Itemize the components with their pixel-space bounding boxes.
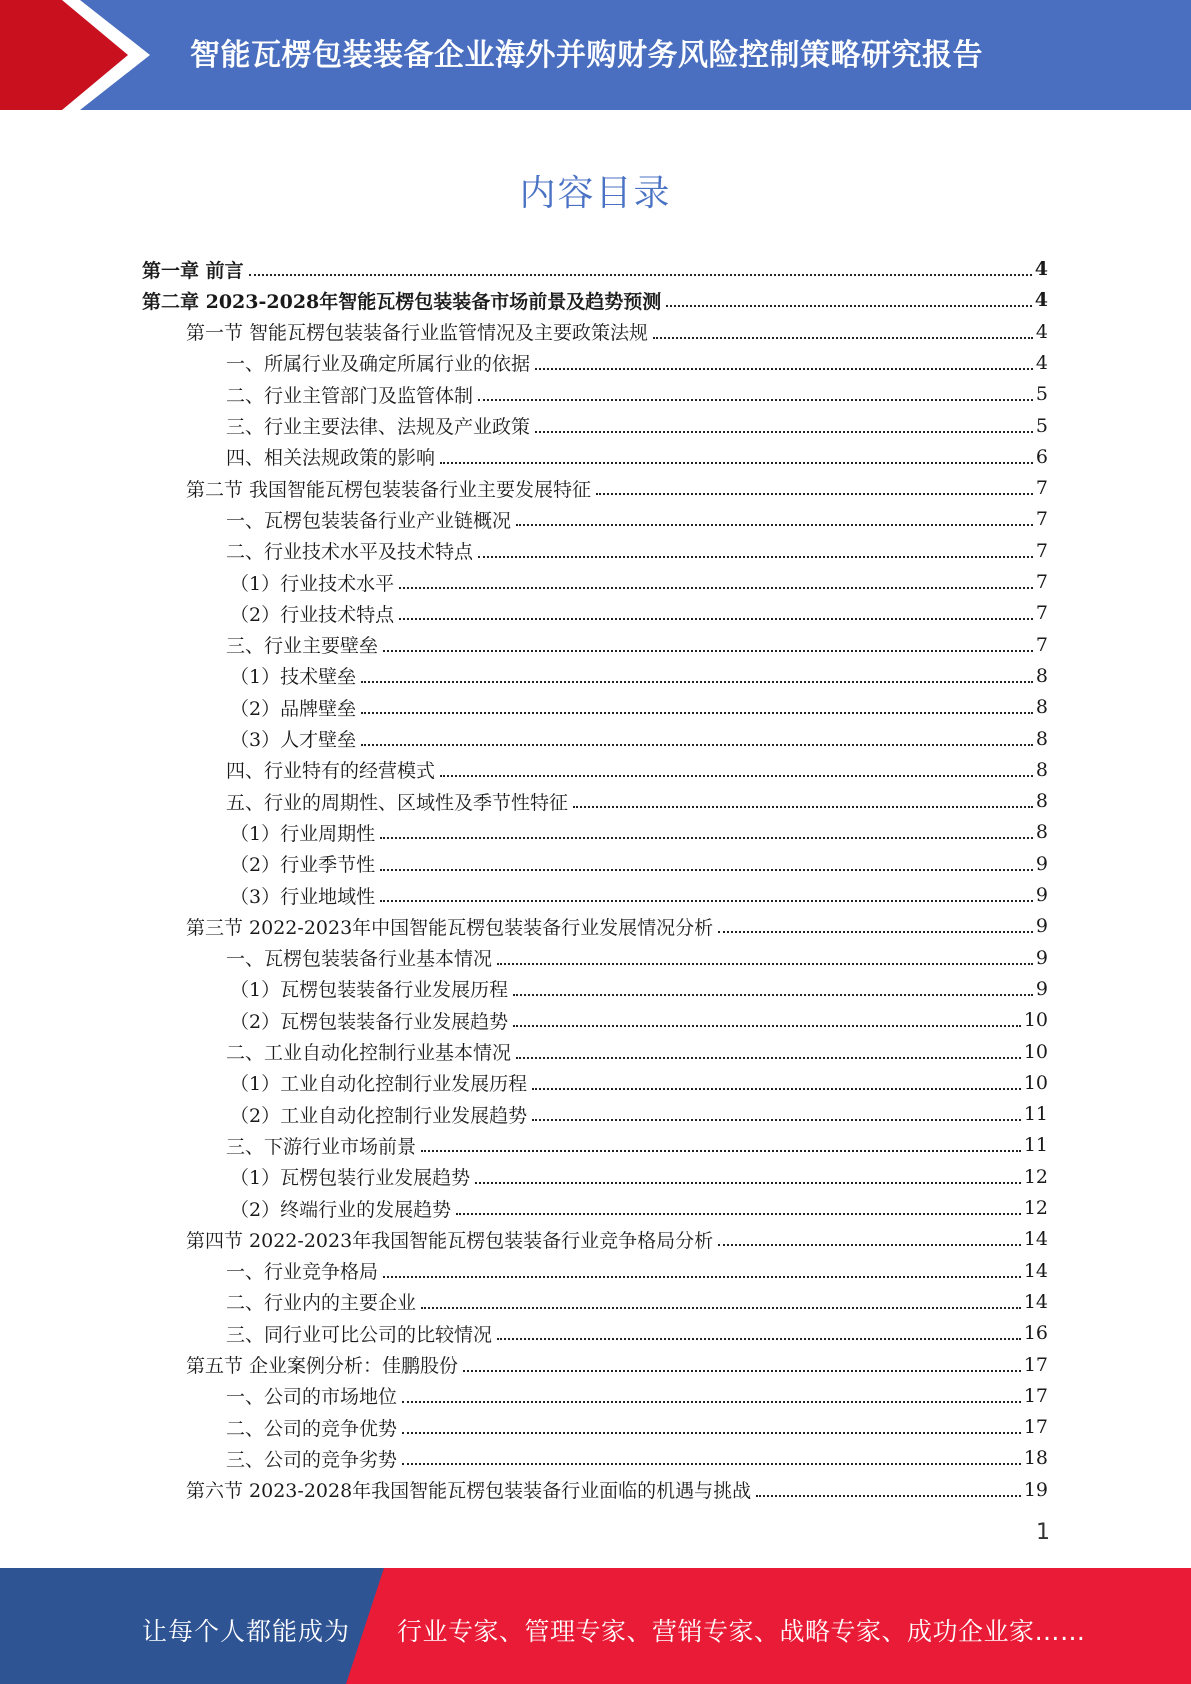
toc-dot-leader [478, 399, 1033, 401]
toc-entry-title: 二、工业自动化控制行业基本情况 [226, 1042, 512, 1064]
toc-entry-title: （2）工业自动化控制行业发展趋势 [230, 1104, 528, 1127]
toc-entry-title: 五、行业的周期性、区域性及季节性特征 [226, 791, 569, 814]
toc-entry-page: 8 [1035, 696, 1048, 719]
toc-entry-page: 17 [1023, 1384, 1048, 1407]
toc-entry-title: （1）行业技术水平 [230, 572, 395, 595]
toc-entry[interactable] [186, 317, 1048, 347]
toc-entry-page: 7 [1035, 571, 1048, 593]
toc-dot-leader [402, 1432, 1021, 1434]
toc-entry[interactable] [230, 1099, 1048, 1129]
toc-dot-leader [380, 837, 1033, 839]
toc-dot-leader [573, 806, 1033, 808]
toc-entry-page: 7 [1035, 508, 1048, 531]
toc-entry-page: 4 [1034, 289, 1048, 312]
toc-entry-title: 一、所属行业及确定所属行业的依据 [226, 353, 531, 376]
toc-dot-leader [361, 744, 1033, 746]
toc-entry-title: 第一节 智能瓦楞包装装备行业监管情况及主要政策法规 [186, 322, 649, 345]
toc-entry-page: 4 [1034, 258, 1048, 280]
header-chevron-icon [0, 0, 150, 110]
toc-dot-leader [535, 431, 1033, 433]
toc-entry-title: （2）行业季节性 [230, 854, 376, 877]
toc-entry-page: 9 [1035, 884, 1048, 906]
toc-dot-leader [718, 931, 1033, 933]
toc-entry[interactable] [230, 1193, 1048, 1223]
toc-entry-page: 7 [1035, 602, 1048, 625]
toc-entry[interactable] [230, 849, 1048, 879]
toc-entry[interactable] [226, 1130, 1048, 1160]
page-number: 1 [1036, 1520, 1050, 1545]
toc-entry-page: 6 [1035, 445, 1048, 468]
toc-entry[interactable] [226, 379, 1048, 409]
toc-entry-page: 7 [1035, 539, 1048, 562]
toc-entry-page: 11 [1023, 1103, 1048, 1126]
toc-entry-page: 9 [1035, 946, 1048, 969]
toc-entry-page: 5 [1035, 383, 1048, 406]
toc-dot-leader [478, 556, 1033, 558]
toc-entry-title: （1）行业周期性 [230, 822, 376, 845]
header-band [0, 0, 1191, 110]
toc-entry[interactable] [142, 254, 1048, 284]
toc-entry-page: 5 [1035, 414, 1048, 437]
footer-slogan: 让每个人都能成为 [142, 1617, 351, 1646]
toc-entry-title: 第二章 2023-2028年智能瓦楞包装装备市场前景及趋势预测 [142, 290, 662, 313]
toc-entry[interactable] [226, 504, 1048, 534]
toc-dot-leader [361, 712, 1033, 714]
toc-entry-page: 8 [1035, 758, 1048, 781]
toc-entry-title: 三、下游行业市场前景 [226, 1135, 417, 1158]
toc-entry-page: 10 [1023, 1009, 1048, 1032]
toc-dot-leader [399, 587, 1033, 589]
toc-dot-leader [497, 963, 1033, 965]
toc-entry[interactable] [230, 817, 1048, 847]
toc-entry-title: （1）瓦楞包装装备行业发展历程 [230, 979, 509, 1002]
toc-entry[interactable] [230, 567, 1048, 597]
toc-entry[interactable] [226, 1412, 1048, 1442]
toc-entry-title: 第三节 2022-2023年中国智能瓦楞包装装备行业发展情况分析 [186, 916, 714, 939]
toc-entry[interactable] [226, 348, 1048, 378]
toc-dot-leader [532, 1119, 1021, 1121]
toc-dot-leader [383, 650, 1033, 652]
toc-entry[interactable] [142, 285, 1048, 315]
toc-entry-title: （3）人才壁垒 [230, 729, 357, 751]
toc-entry[interactable] [230, 692, 1048, 722]
report-title: 智能瓦楞包装装备企业海外并购财务风险控制策略研究报告 [190, 38, 983, 73]
toc-entry-page: 14 [1023, 1290, 1048, 1313]
toc-entry[interactable] [226, 1443, 1048, 1473]
toc-entry-page: 8 [1035, 664, 1048, 687]
toc-dot-leader [596, 493, 1033, 495]
toc-entry[interactable] [230, 1162, 1048, 1192]
toc-entry[interactable] [230, 661, 1048, 691]
toc-entry-title: （2）行业技术特点 [230, 603, 395, 626]
toc-dot-leader [421, 1150, 1021, 1152]
toc-entry-title: 三、同行业可比公司的比较情况 [226, 1323, 493, 1346]
toc-dot-leader [513, 994, 1033, 996]
toc-entry[interactable] [230, 1005, 1048, 1035]
toc-entry-page: 7 [1035, 477, 1048, 500]
toc-entry[interactable] [230, 1068, 1048, 1098]
toc-entry[interactable] [230, 724, 1048, 754]
toc-entry-title: （1）工业自动化控制行业发展历程 [230, 1073, 528, 1096]
toc-entry-page: 12 [1023, 1197, 1048, 1219]
toc-entry-title: （2）品牌壁垒 [230, 697, 357, 720]
toc-entry-title: 二、行业主管部门及监管体制 [226, 384, 474, 407]
toc-entry-title: 四、行业特有的经营模式 [226, 760, 436, 783]
toc-entry-page: 14 [1023, 1259, 1048, 1282]
toc-dot-leader [440, 775, 1033, 777]
toc-entry-page: 17 [1023, 1353, 1048, 1376]
toc-entry[interactable] [186, 1350, 1048, 1380]
toc-entry[interactable] [186, 1475, 1048, 1505]
toc-entry-title: 一、瓦楞包装装备行业基本情况 [226, 948, 493, 971]
toc-entry-page: 16 [1023, 1322, 1048, 1345]
toc-dot-leader [497, 1338, 1021, 1340]
toc-entry[interactable] [226, 1037, 1048, 1067]
toc-heading: 内容目录 [519, 173, 672, 214]
toc-dot-leader [402, 1401, 1021, 1403]
toc-entry[interactable] [186, 1224, 1048, 1254]
toc-dot-leader [513, 1025, 1021, 1027]
toc-dot-leader [718, 1244, 1021, 1246]
toc-entry-page: 12 [1023, 1165, 1048, 1188]
toc-entry-page: 4 [1035, 351, 1048, 374]
toc-dot-leader [380, 900, 1033, 902]
toc-dot-leader [516, 524, 1033, 526]
toc-entry-title: 第二节 我国智能瓦楞包装装备行业主要发展特征 [186, 478, 592, 501]
toc-entry-page: 8 [1035, 821, 1048, 844]
toc-dot-leader [535, 368, 1033, 370]
toc-entry[interactable] [226, 442, 1048, 472]
toc-entry[interactable] [226, 1318, 1048, 1348]
toc-entry-title: 第六节 2023-2028年我国智能瓦楞包装装备行业面临的机遇与挑战 [186, 1480, 752, 1503]
toc-dot-leader [440, 462, 1033, 464]
toc-dot-leader [516, 1057, 1021, 1059]
toc-entry-title: 四、相关法规政策的影响 [226, 447, 436, 470]
toc-entry-title: 三、行业主要壁垒 [226, 635, 379, 658]
toc-dot-leader [756, 1495, 1021, 1497]
toc-dot-leader [399, 618, 1033, 620]
toc-dot-leader [532, 1088, 1021, 1090]
toc-entry-title: 第四节 2022-2023年我国智能瓦楞包装装备行业竞争格局分析 [186, 1229, 714, 1252]
toc-entry-page: 19 [1023, 1478, 1048, 1501]
toc-entry-title: （2）终端行业的发展趋势 [230, 1198, 452, 1221]
toc-entry-title: 二、公司的竞争优势 [226, 1417, 398, 1440]
toc-entry[interactable] [230, 974, 1048, 1004]
toc-entry[interactable] [186, 473, 1048, 503]
toc-entry-page: 8 [1035, 790, 1048, 813]
toc-entry-page: 17 [1023, 1416, 1048, 1439]
toc-dot-leader [383, 1276, 1021, 1278]
toc-entry[interactable] [226, 536, 1048, 566]
toc-entry[interactable] [226, 1287, 1048, 1317]
footer-band [0, 1568, 1191, 1684]
toc-entry-page: 7 [1035, 633, 1048, 656]
footer-roles: 行业专家、管理专家、营销专家、战略专家、成功企业家…… [397, 1617, 1086, 1646]
toc-entry[interactable] [226, 411, 1048, 441]
toc-entry-title: 二、行业技术水平及技术特点 [226, 541, 474, 564]
toc-entry-page: 14 [1023, 1228, 1048, 1251]
toc-dot-leader [249, 274, 1032, 276]
toc-entry-title: 第五节 企业案例分析：佳鹏股份 [186, 1355, 459, 1377]
toc-dot-leader [463, 1370, 1021, 1372]
toc-entry-page: 11 [1023, 1134, 1048, 1157]
toc-dot-leader [361, 681, 1033, 683]
toc-entry[interactable] [226, 1381, 1048, 1411]
toc-entry-page: 18 [1023, 1447, 1048, 1470]
toc-dot-leader [653, 337, 1033, 339]
toc-entry-title: 二、行业内的主要企业 [226, 1292, 417, 1315]
toc-dot-leader [402, 1463, 1021, 1465]
toc-dot-leader [421, 1307, 1021, 1309]
toc-entry[interactable] [226, 755, 1048, 785]
toc-entry-title: （2）瓦楞包装装备行业发展趋势 [230, 1010, 509, 1033]
toc-entry-page: 9 [1035, 977, 1048, 1000]
toc-entry-title: （1）技术壁垒 [230, 666, 357, 689]
toc-entry-page: 8 [1035, 727, 1048, 750]
toc-entry-page: 4 [1035, 320, 1048, 343]
toc-entry[interactable] [186, 911, 1048, 941]
toc-entry-title: 第一章 前言 [142, 259, 244, 282]
toc-dot-leader [380, 869, 1033, 871]
toc-entry[interactable] [226, 786, 1048, 816]
toc-entry[interactable] [226, 630, 1048, 660]
toc-entry[interactable] [226, 943, 1048, 973]
toc-entry-title: 三、行业主要法律、法规及产业政策 [226, 416, 531, 438]
toc-entry-page: 10 [1023, 1071, 1048, 1094]
toc-entry-title: 三、公司的竞争劣势 [226, 1448, 398, 1471]
toc-entry[interactable] [230, 598, 1048, 628]
toc-entry-title: （1）瓦楞包装行业发展趋势 [230, 1167, 471, 1190]
toc-entry[interactable] [230, 880, 1048, 910]
toc-dot-leader [666, 305, 1032, 307]
toc-entry-page: 10 [1023, 1040, 1048, 1063]
toc-dot-leader [475, 1182, 1021, 1184]
toc-entry-page: 9 [1035, 852, 1048, 875]
toc-entry-title: 一、公司的市场地位 [226, 1386, 398, 1409]
toc-entry-title: （3）行业地域性 [230, 885, 376, 908]
toc-entry-page: 9 [1035, 915, 1048, 938]
toc-dot-leader [456, 1213, 1021, 1215]
toc-entry[interactable] [226, 1256, 1048, 1286]
toc-entry-title: 一、瓦楞包装装备行业产业链概况 [226, 509, 512, 532]
toc-entry-title: 一、行业竞争格局 [226, 1261, 379, 1284]
